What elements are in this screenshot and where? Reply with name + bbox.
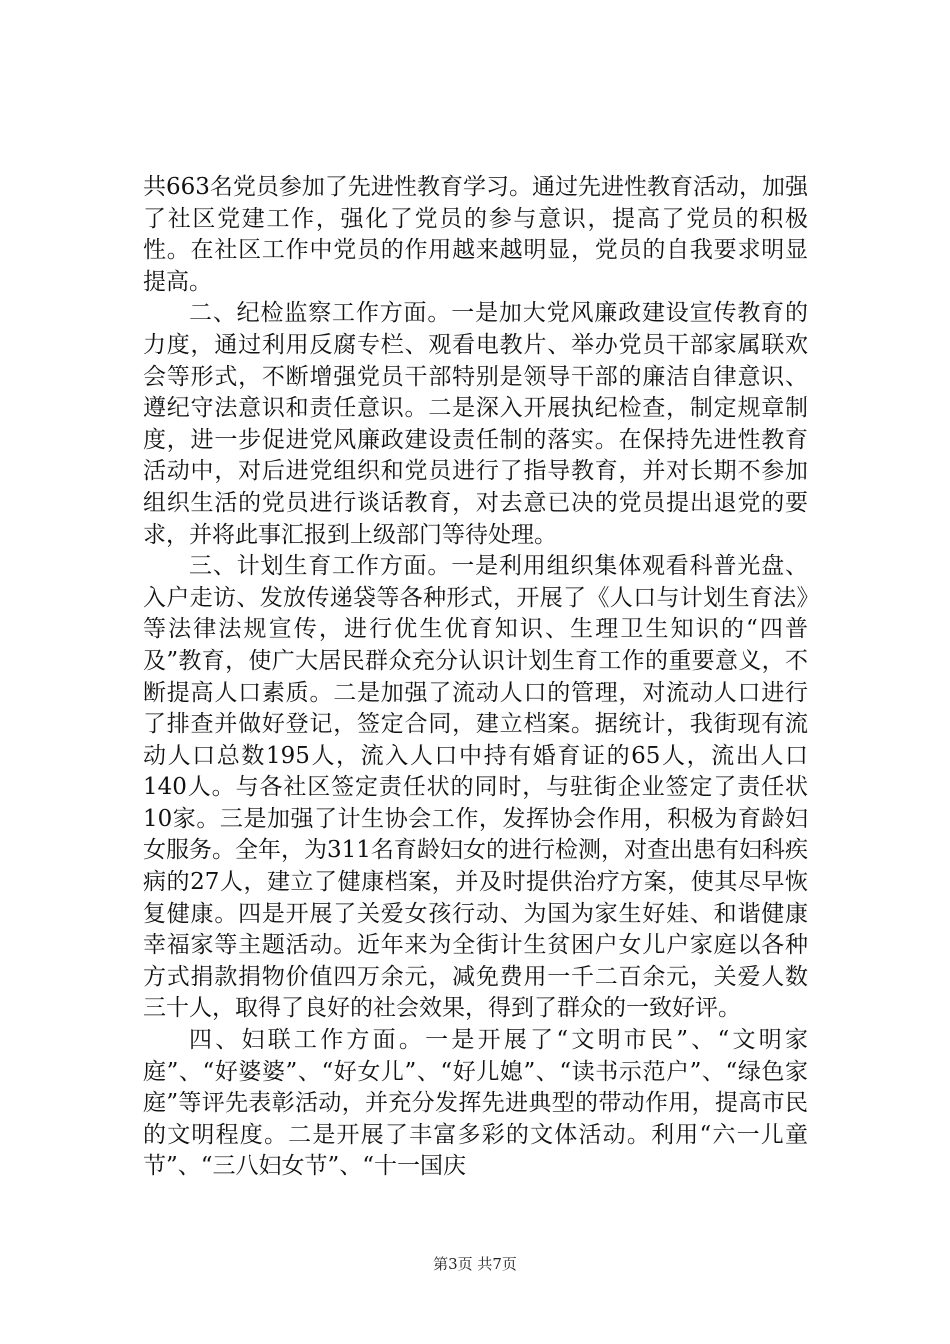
page-number-footer: 第3页 共7页 xyxy=(433,1255,517,1273)
paragraph-discipline-inspection: 二、纪检监察工作方面。一是加大党风廉政建设宣传教育的力度，通过利用反腐专栏、观看电教片、举办党员干部家属联欢会等形式，不断增强党员干部特别是领导干部的廉洁自律意识、遵纪守法意识和责任意识。二是深入开展执纪检查，制定规章制度，进一步促进党风廉政建设责任制的落实。在保持先进性教育活动中，对后进党组织和党员进行了指导教育，并对长期不参加组织生活的党员进行谈话教育，对去意已决的党员提出退党的要求，并将此事汇报到上级部门等待处理。 xyxy=(143,300,808,548)
paragraph-family-planning: 三、计划生育工作方面。一是利用组织集体观看科普光盘、入户走访、发放传递袋等各种形式，开展了《人口与计划生育法》等法律法规宣传，进行优生优育知识、生理卫生知识的“四普及”教育，使广大居民群众充分认识计划生育工作的重要意义，不断提高人口素质。二是加强了流动人口的管理，对流动人口进行了排查并做好登记，签定合同，建立档案。据统计，我街现有流动人口总数195人，流入人口中持有婚育证的65人，流出人口140人。与各社区签定责任状的同时，与驻街企业签定了责任状10家。三是加强了计生协会工作，发挥协会作用，积极为育龄妇女服务。全年，为311名育龄妇女的进行检测，对查出患有妇科疾病的27人，建立了健康档案，并及时提供治疗方案，使其尽早恢复健康。四是开展了关爱女孩行动、为国为家生好娃、和谐健康幸福家等主题活动。近年来为全街计生贫困户女儿户家庭以各种方式捐款捐物价值四万余元，减免费用一千二百余元，关爱人数三十人，取得了良好的社会效果，得到了群众的一致好评。 xyxy=(143,553,808,1022)
paragraph-intro: 共663名党员参加了先进性教育学习。通过先进性教育活动，加强了社区党建工作，强化了党员的参与意识，提高了党员的积极性。在社区工作中党员的作用越来越明显，党员的自我要求明显提高。 xyxy=(143,174,808,295)
paragraph-womens-federation: 四、妇联工作方面。一是开展了“文明市民”、“文明家庭”、“好婆婆”、“好女儿”、“好儿媳”、“读书示范户”、“绿色家庭”等评先表彰活动，并充分发挥先进典型的带动作用，提高市民的文明程度。二是开展了丰富多彩的文体活动。利用“六一儿童节”、“三八妇女节”、“十一国庆 xyxy=(143,1027,808,1180)
document-body xyxy=(143,172,808,1183)
